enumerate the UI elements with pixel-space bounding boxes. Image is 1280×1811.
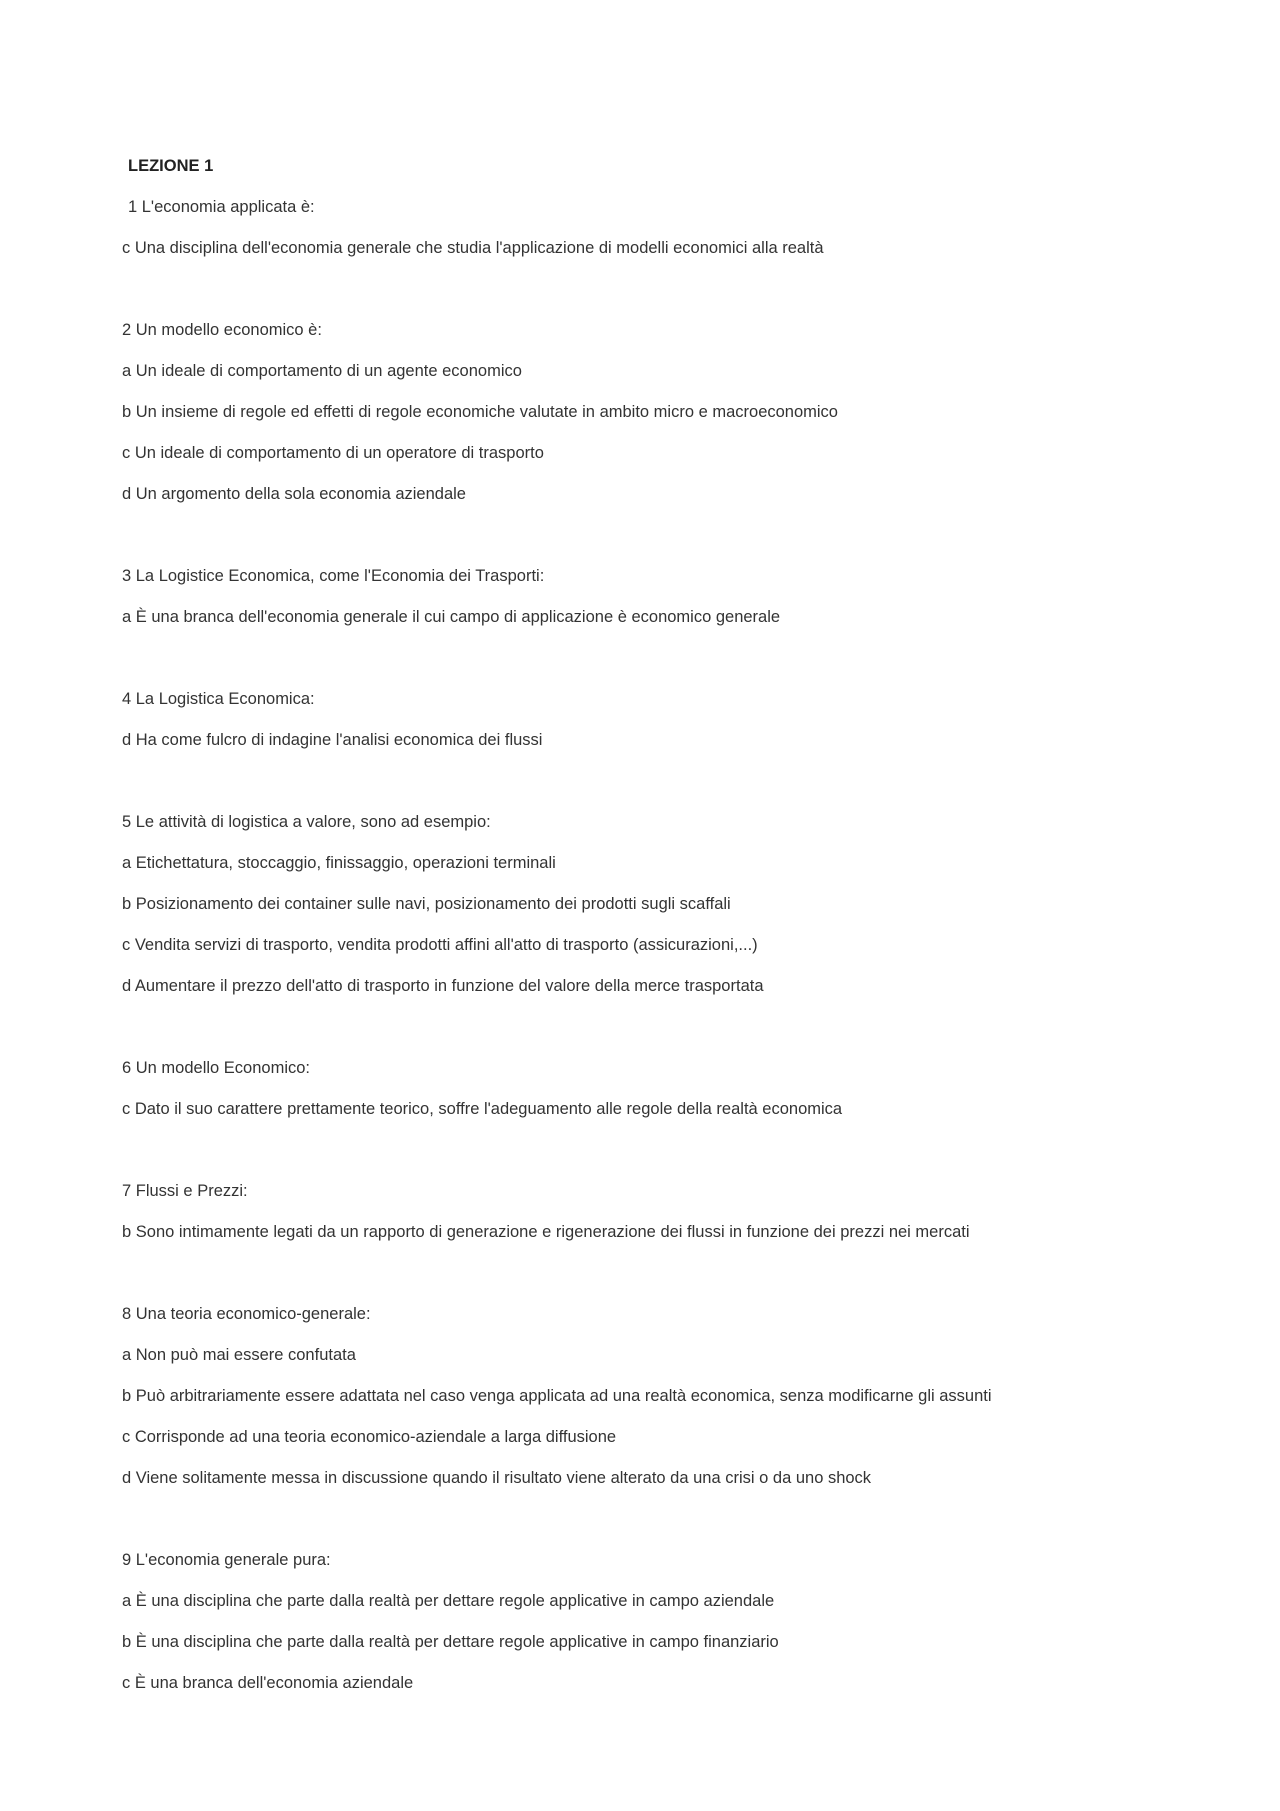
answer-3a: a È una branca dell'economia generale il cui campo di applicazione è economico generale bbox=[122, 608, 781, 626]
answer-2d: d Un argomento della sola economia aziendale bbox=[122, 485, 466, 503]
question-1: 1 L'economia applicata è: bbox=[128, 198, 315, 216]
page-title: LEZIONE 1 bbox=[128, 157, 214, 175]
answer-2b: b Un insieme di regole ed effetti di regole economiche valutate in ambito micro e macroeconomico bbox=[122, 403, 838, 421]
answer-2c: c Un ideale di comportamento di un operatore di trasporto bbox=[122, 444, 544, 462]
answer-4d: d Ha come fulcro di indagine l'analisi economica dei flussi bbox=[122, 731, 543, 749]
answer-5a: a Etichettatura, stoccaggio, finissaggio, operazioni terminali bbox=[122, 854, 556, 872]
answer-9a: a È una disciplina che parte dalla realtà per dettare regole applicative in campo aziendale bbox=[122, 1592, 775, 1610]
answer-8c: c Corrisponde ad una teoria economico-aziendale a larga diffusione bbox=[122, 1428, 617, 1446]
answer-5c: c Vendita servizi di trasporto, vendita prodotti affini all'atto di trasporto (assicurazioni,...) bbox=[122, 936, 758, 954]
question-9: 9 L'economia generale pura: bbox=[122, 1551, 331, 1569]
answer-6c: c Dato il suo carattere prettamente teorico, soffre l'adeguamento alle regole della realtà economica bbox=[122, 1100, 843, 1118]
answer-8d: d Viene solitamente messa in discussione quando il risultato viene alterato da una crisi o da uno shock bbox=[122, 1469, 872, 1487]
question-3: 3 La Logistice Economica, come l'Economia dei Trasporti: bbox=[122, 567, 545, 585]
answer-8a: a Non può mai essere confutata bbox=[122, 1346, 356, 1364]
question-7: 7 Flussi e Prezzi: bbox=[122, 1182, 248, 1200]
question-2: 2 Un modello economico è: bbox=[122, 321, 322, 339]
answer-5d: d Aumentare il prezzo dell'atto di trasporto in funzione del valore della merce trasportata bbox=[122, 977, 764, 995]
answer-9c: c È una branca dell'economia aziendale bbox=[122, 1674, 414, 1692]
question-8: 8 Una teoria economico-generale: bbox=[122, 1305, 371, 1323]
question-6: 6 Un modello Economico: bbox=[122, 1059, 311, 1077]
answer-8b: b Può arbitrariamente essere adattata nel caso venga applicata ad una realtà economica, senza modificarne gli assunti bbox=[122, 1387, 992, 1405]
answer-7b: b Sono intimamente legati da un rapporto di generazione e rigenerazione dei flussi in funzione dei prezzi nei mercati bbox=[122, 1223, 970, 1241]
answer-2a: a Un ideale di comportamento di un agente economico bbox=[122, 362, 522, 380]
answer-1c: c Una disciplina dell'economia generale che studia l'applicazione di modelli economici alla realtà bbox=[122, 239, 824, 257]
question-4: 4 La Logistica Economica: bbox=[122, 690, 315, 708]
answer-5b: b Posizionamento dei container sulle navi, posizionamento dei prodotti sugli scaffali bbox=[122, 895, 731, 913]
answer-9b: b È una disciplina che parte dalla realtà per dettare regole applicative in campo finanziario bbox=[122, 1633, 779, 1651]
question-5: 5 Le attività di logistica a valore, sono ad esempio: bbox=[122, 813, 491, 831]
